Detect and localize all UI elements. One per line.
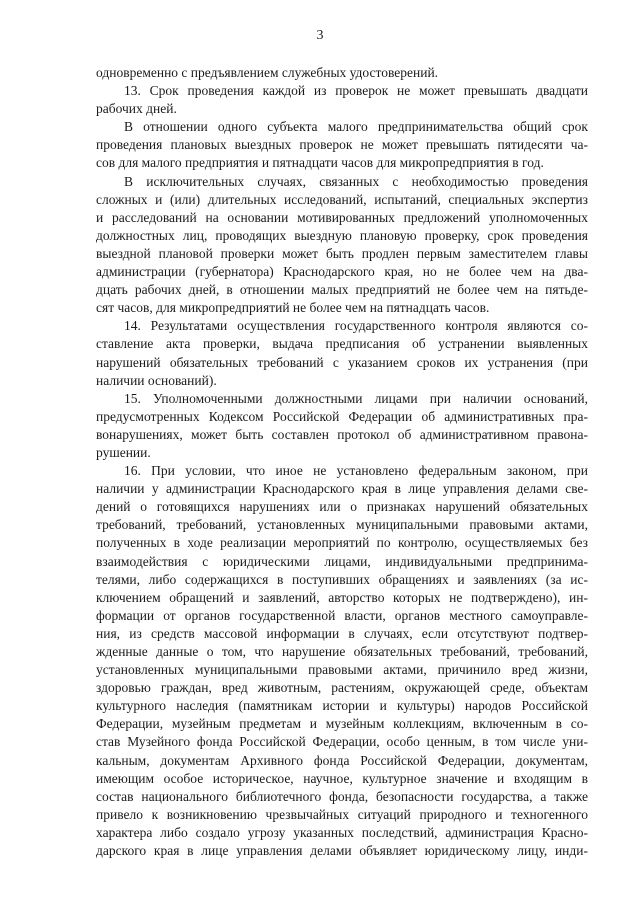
page-number: 3 (316, 28, 324, 43)
text-line: наличии у администрации Краснодарского края в лице управления делами све- (96, 481, 588, 497)
text-line: выездной плановой проверки может быть продлен первым заместителем главы (96, 245, 588, 261)
text-line: сложных и (или) длительных исследований, испытаний, специальных экспертиз (96, 191, 588, 207)
text-line: сят часов, для микропредприятий не более чем на пятнадцать часов. (96, 300, 490, 316)
text-line: формации от органов государственной власти, органов местного самоуправле- (96, 607, 588, 623)
body-text (96, 64, 588, 860)
text-line: В отношении одного субъекта малого предпринимательства общий срок (124, 119, 588, 135)
text-line: 15. Уполномоченными должностными лицами при наличии оснований, (124, 390, 588, 406)
text-line: вонарушениях, может быть составлен протокол об административном правона- (96, 426, 588, 442)
text-line: одновременно с предъявлением служебных удостоверений. (96, 65, 439, 80)
text-line: предусмотренных Кодексом Российской Федерации об административных пра- (96, 408, 588, 424)
text-line: администрации (губернатора) Краснодарского края, но не более чем на два- (96, 264, 588, 280)
text-line: проведения плановых выездных проверок не может превышать пятидесяти ча- (96, 137, 588, 153)
text-line: дцать рабочих дней, в отношении малых предприятий не более чем на пятьде- (96, 282, 588, 298)
text-line: и расследований на основании мотивированных предложений уполномоченных (96, 209, 588, 225)
text-line: должностных лиц, проводящих выездную плановую проверку, срок проведения (96, 227, 588, 243)
text-line: культурного наследия (памятникам истории и культуры) народов Российской (96, 698, 588, 714)
text-line: сов для малого предприятия и пятнадцати часов для микропредприятия в год. (96, 155, 544, 171)
text-line: нарушений обязательных требований с указанием сроков их устранения (при (96, 354, 588, 370)
text-line: установленных муниципальными правовыми актами, причинило вред жизни, (96, 662, 588, 678)
text-line: 16. При условии, что иное не установлено федеральным законом, при (124, 463, 588, 479)
text-line: взаимодействия с юридическими лицами, индивидуальными предпринима- (96, 553, 588, 569)
text-line: В исключительных случаях, связанных с необходимостью проведения (124, 173, 588, 189)
text-line: ставление акта проверки, выдача предписания об устранении выявленных (96, 336, 588, 352)
text-line: став Музейного фонда Российской Федерации, особо ценным, в том числе уни- (96, 734, 588, 750)
text-line: полученных в ходе реализации мероприятий по контролю, осуществляемых без (96, 535, 588, 551)
text-line: кальным, документам Архивного фонда Российской Федерации, документам, (96, 752, 588, 768)
text-line: дарского края в лице управления делами объявляет юридическому лицу, инди- (96, 843, 588, 859)
text-line: имеющим особое историческое, научное, культурное значение и входящим в (96, 770, 588, 786)
text-line: ключением обращений и заявлений, авторство которых не подтверждено), ин- (96, 589, 588, 605)
text-line: ния, из средств массовой информации в случаях, если отсутствуют подтвер- (96, 625, 588, 641)
text-line: состав национального библиотечного фонда, безопасности государства, а также (96, 788, 588, 804)
text-line: здоровью граждан, вред животным, растениям, окружающей среде, объектам (96, 680, 588, 696)
text-line: требований, требований, установленных муниципальными правовыми актами, (96, 517, 588, 533)
text-line: привело к возникновению чрезвычайных ситуаций природного и техногенного (96, 806, 588, 822)
text-line: наличии оснований). (96, 372, 217, 388)
text-line: рабочих дней. (96, 101, 177, 117)
text-line: 14. Результатами осуществления государственного контроля являются со- (124, 318, 588, 334)
text-line: 13. Срок проведения каждой из проверок не может превышать двадцати (124, 83, 588, 99)
text-line: дений о готовящихся нарушениях или о признаках нарушений обязательных (96, 499, 588, 515)
text-line: рушении. (96, 444, 151, 460)
text-line: характера либо создало угрозу указанных последствий, администрация Красно- (96, 824, 588, 840)
text-line: жденные данные о том, что нарушение обязательных требований, требований, (96, 644, 588, 659)
text-line: Федерации, музейным предметам и музейным коллекциям, включенным в со- (96, 716, 588, 732)
text-line: телями, либо содержащихся в поступивших обращениях и заявлениях (за ис- (96, 571, 588, 587)
